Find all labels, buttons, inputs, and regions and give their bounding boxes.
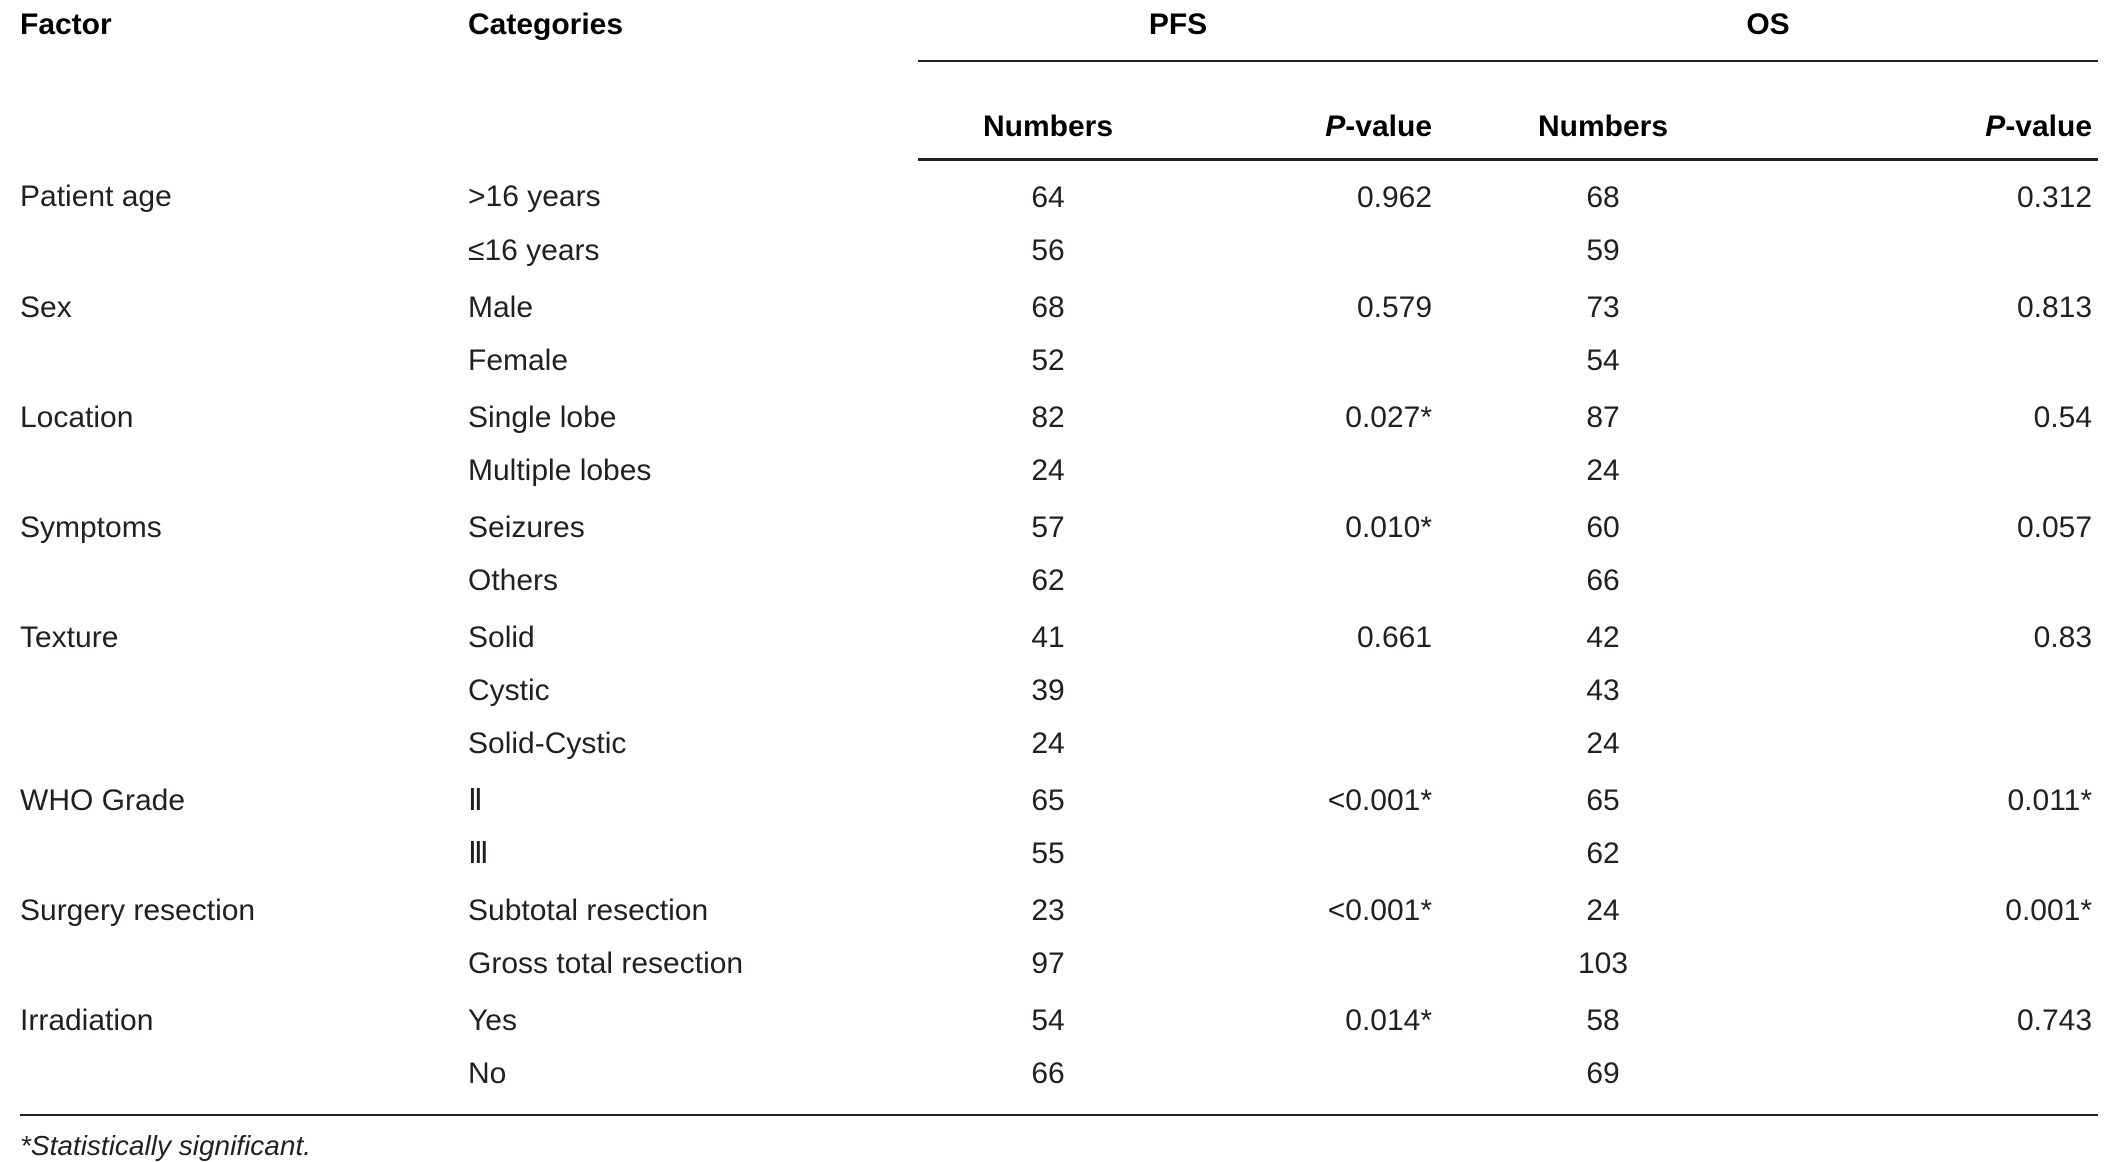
- cell-category: Others: [468, 563, 559, 597]
- cell-category: Solid-Cystic: [468, 726, 627, 760]
- cell-os-pvalue: 0.001*: [2005, 893, 2093, 927]
- column-header-os-numbers: Numbers: [1438, 74, 1768, 160]
- cell-pfs-numbers: 64: [1031, 180, 1065, 214]
- cell-os-pvalue: [1768, 664, 2098, 717]
- cell-factor: [20, 1047, 468, 1115]
- table-row: [20, 277, 2098, 334]
- cell-pfs-pvalue: 0.661: [1356, 620, 1433, 654]
- cell-os-numbers: 62: [1586, 836, 1620, 870]
- cell-os-numbers: 43: [1586, 673, 1620, 707]
- cell-os-pvalue: [1768, 827, 2098, 880]
- cell-os-numbers: 68: [1586, 180, 1620, 214]
- cell-pfs-numbers: 65: [1031, 783, 1065, 817]
- cell-pfs-pvalue: 0.579: [1356, 290, 1433, 324]
- cell-pfs-pvalue: [1178, 937, 1438, 990]
- cell-factor: [20, 224, 468, 277]
- cell-pfs-pvalue: [1178, 664, 1438, 717]
- cell-pfs-pvalue: <0.001*: [1327, 783, 1433, 817]
- cell-pfs-pvalue: [1178, 554, 1438, 607]
- table-row: [20, 334, 2098, 387]
- cell-category: Gross total resection: [468, 946, 744, 980]
- cell-pfs-numbers: 54: [1031, 1003, 1065, 1037]
- cell-os-pvalue: [1768, 1047, 2098, 1115]
- table-row: [20, 387, 2098, 444]
- group-header-os-label: OS: [1746, 8, 1790, 41]
- cell-os-pvalue: 0.743: [2016, 1003, 2093, 1037]
- table-row: [20, 554, 2098, 607]
- cell-pfs-pvalue: [1178, 1047, 1438, 1115]
- cell-category: No: [468, 1047, 918, 1115]
- cell-os-numbers: 54: [1586, 343, 1620, 377]
- cell-category: Male: [468, 290, 534, 324]
- cell-category: ≤16 years: [468, 233, 600, 267]
- cell-factor: Surgery resection: [20, 893, 256, 927]
- group-header-pfs: [918, 0, 1438, 74]
- cell-factor: [20, 717, 468, 770]
- cell-os-pvalue: 0.312: [2016, 180, 2093, 214]
- cell-factor: [20, 444, 468, 497]
- cell-category: Ⅱ: [468, 784, 483, 817]
- pfs-pvalue-italic-p: P: [1325, 110, 1346, 143]
- cell-pfs-numbers: 68: [1031, 290, 1065, 324]
- table-row: [20, 1047, 2098, 1115]
- pfs-pvalue-suffix: -value: [1345, 110, 1433, 143]
- cell-factor: Symptoms: [20, 510, 162, 544]
- cell-pfs-pvalue: 0.010*: [1345, 510, 1433, 544]
- table-row: [20, 444, 2098, 497]
- os-pvalue-suffix: -value: [2005, 110, 2093, 143]
- cell-os-numbers: 59: [1586, 233, 1620, 267]
- cell-factor: [20, 664, 468, 717]
- cell-os-pvalue: 0.057: [2016, 510, 2093, 544]
- cell-os-numbers: 24: [1586, 726, 1620, 760]
- cell-os-numbers: 69: [1438, 1047, 1768, 1115]
- table-row: [20, 664, 2098, 717]
- cell-pfs-pvalue: [1178, 444, 1438, 497]
- cell-pfs-numbers: 23: [1031, 893, 1065, 927]
- cell-os-numbers: 87: [1586, 400, 1620, 434]
- cell-os-numbers: 42: [1586, 620, 1620, 654]
- os-pvalue-italic-p: P: [1985, 110, 2006, 143]
- cell-os-pvalue: 0.54: [2033, 400, 2093, 434]
- cell-factor: [20, 554, 468, 607]
- cell-pfs-pvalue: [1178, 827, 1438, 880]
- cell-factor: [20, 334, 468, 387]
- cell-factor: [20, 827, 468, 880]
- cell-os-numbers: 60: [1586, 510, 1620, 544]
- cell-pfs-pvalue: <0.001*: [1327, 893, 1433, 927]
- cell-os-pvalue: [1768, 717, 2098, 770]
- table-row: [20, 770, 2098, 827]
- cell-pfs-numbers: 24: [1031, 726, 1065, 760]
- cell-pfs-numbers: 56: [1031, 233, 1065, 267]
- cell-factor: Patient age: [20, 179, 172, 213]
- cell-category: Solid: [468, 620, 535, 654]
- cell-os-pvalue: [1768, 444, 2098, 497]
- cell-os-numbers: 58: [1586, 1003, 1620, 1037]
- table-row: [20, 827, 2098, 880]
- table-body: [20, 160, 2098, 1116]
- cell-pfs-pvalue: 0.027*: [1345, 400, 1433, 434]
- column-header-factor: Factor: [20, 8, 112, 41]
- cell-category: Ⅲ: [468, 837, 489, 870]
- table-row: [20, 717, 2098, 770]
- cell-pfs-pvalue: 0.014*: [1345, 1003, 1433, 1037]
- cell-factor: [20, 937, 468, 990]
- cell-pfs-numbers: 57: [1031, 510, 1065, 544]
- cell-os-pvalue: 0.813: [2016, 290, 2093, 324]
- column-header-categories: Categories: [468, 8, 624, 41]
- table-row: [20, 497, 2098, 554]
- cell-factor: Texture: [20, 620, 119, 654]
- group-rule-pfs: [918, 60, 1438, 62]
- cell-factor: Irradiation: [20, 1003, 154, 1037]
- table-row: [20, 607, 2098, 664]
- cell-category: Seizures: [468, 510, 585, 544]
- cell-category: Yes: [468, 1003, 517, 1037]
- column-header-pfs-numbers: Numbers: [918, 74, 1178, 160]
- column-header-pfs-pvalue: [1178, 74, 1438, 160]
- cell-pfs-pvalue: [1178, 717, 1438, 770]
- cell-os-pvalue: 0.83: [2033, 620, 2093, 654]
- cell-os-numbers: 65: [1586, 783, 1620, 817]
- table-row: [20, 990, 2098, 1047]
- table-row: [20, 224, 2098, 277]
- table-footnote: *Statistically significant.: [20, 1130, 312, 1161]
- univariate-analysis-table: [20, 0, 2098, 1116]
- group-rule-os: [1438, 60, 2098, 62]
- table-row: [20, 160, 2098, 225]
- cell-os-numbers: 66: [1586, 563, 1620, 597]
- cell-factor: Location: [20, 400, 134, 434]
- table-row: [20, 880, 2098, 937]
- cell-category: Cystic: [468, 673, 550, 707]
- table-header: [20, 0, 2098, 160]
- cell-pfs-numbers: 24: [1031, 453, 1065, 487]
- cell-os-numbers: 103: [1577, 946, 1629, 980]
- table-row: [20, 937, 2098, 990]
- cell-pfs-numbers: 66: [918, 1047, 1178, 1115]
- cell-pfs-numbers: 82: [1031, 400, 1065, 434]
- cell-pfs-pvalue: 0.962: [1356, 180, 1433, 214]
- cell-os-numbers: 24: [1586, 893, 1620, 927]
- cell-category: Multiple lobes: [468, 453, 652, 487]
- cell-category: >16 years: [468, 179, 601, 213]
- cell-os-pvalue: [1768, 224, 2098, 277]
- cell-pfs-pvalue: [1178, 334, 1438, 387]
- cell-os-numbers: 24: [1586, 453, 1620, 487]
- cell-os-pvalue: 0.011*: [2007, 783, 2093, 817]
- cell-os-pvalue: [1768, 554, 2098, 607]
- header-row-groups: [20, 0, 2098, 74]
- cell-factor: WHO Grade: [20, 783, 186, 817]
- cell-category: Subtotal resection: [468, 893, 709, 927]
- group-header-pfs-label: PFS: [1148, 8, 1208, 41]
- cell-pfs-pvalue: [1178, 224, 1438, 277]
- cell-factor: Sex: [20, 290, 72, 324]
- cell-pfs-numbers: 41: [1031, 620, 1065, 654]
- group-header-os: [1438, 0, 2098, 74]
- cell-pfs-numbers: 55: [1031, 836, 1065, 870]
- cell-pfs-numbers: 97: [1031, 946, 1065, 980]
- cell-category: Female: [468, 343, 569, 377]
- cell-pfs-numbers: 62: [1031, 563, 1065, 597]
- cell-pfs-numbers: 52: [1031, 343, 1065, 377]
- column-header-os-pvalue: [1768, 74, 2098, 160]
- cell-os-numbers: 73: [1586, 290, 1620, 324]
- cell-pfs-numbers: 39: [1031, 673, 1065, 707]
- cell-category: Single lobe: [468, 400, 617, 434]
- cell-os-pvalue: [1768, 937, 2098, 990]
- cell-os-pvalue: [1768, 334, 2098, 387]
